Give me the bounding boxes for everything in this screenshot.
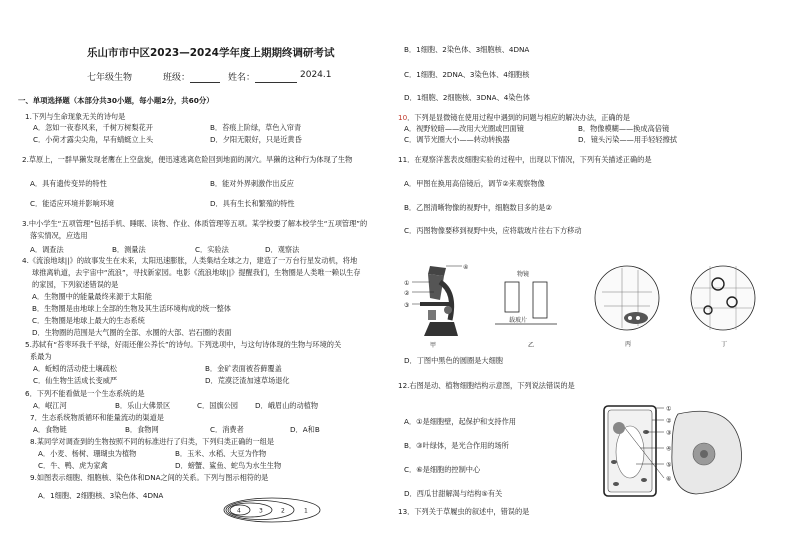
q9-stem: 9.如图表示细胞、细胞核、染色体和DNA之间的关系。下列与图示相符的是 [30,473,269,482]
q7-stem: 7．生态系统物质循环和能量流动的渠道是 [30,413,164,422]
q4-option-d: D．生物圈的范围是大气圈的全部、水圈的大部、岩石圈的表面 [32,328,232,337]
fig-label-yi: 乙 [528,342,535,349]
q4-stem-line3: 的家园，下列叙述错误的是 [32,280,119,289]
cell-label-2: ② [666,417,672,425]
chloroplast-3 [641,478,647,482]
q9-option-b: B．1细胞、2染色体、3细胞核、4DNA [404,45,530,54]
slide-label: 载玻片 [509,317,528,324]
q9-option-a: A．1细胞、2细胞核、3染色体、4DNA [38,491,164,500]
q11-option-b: B．乙图清晰物像的视野中，细胞数目多的是② [404,203,552,212]
view-circle-2 [691,266,755,330]
q7-option-c: C．消费者 [210,425,244,434]
q8-option-c: C．牛、鸭、虎为家禽 [38,461,108,470]
scope-label-2: ② [404,290,410,297]
scope-label-4: ④ [463,264,469,271]
cell-spot-1 [628,316,632,320]
name-blank[interactable] [255,82,297,83]
q5-option-c: C．仙生物生活成长变威严 [33,376,118,385]
q3-option-a: A．调查法 [30,245,64,254]
q8-option-b: B．玉米、水稻、大豆为作物 [175,449,267,458]
cell-label-1: ① [666,405,672,413]
fig-label-jia: 甲 [430,342,437,349]
q2-option-c: C．能适应环境并影响环境 [30,199,115,208]
q12-option-d: D．西瓜甘甜解渴与结构⑤有关 [404,489,503,498]
bubble-view-figure [688,262,758,348]
q6-option-b: B．乐山大佛景区 [115,401,171,410]
q5-option-b: B．金矿表面被苔藓覆盖 [205,364,282,373]
q1-option-c: C．小荷才露尖尖角，早有蜻蜓立上头 [33,135,154,144]
q6-stem: 6．下列不能看做是一个生态系统的是 [25,389,145,398]
objective-label: 物镜 [517,271,530,278]
q11-option-c: C．丙图物像要移到视野中央，应将载玻片往右下方移动 [404,226,582,235]
q3-stem-line2: 落实情况，应选用 [30,231,88,240]
q3-option-c: C．实验法 [195,245,229,254]
q5-stem-line2: 系最为 [30,352,52,361]
q11-option-a: A．甲图在换用高倍镜后，调节②来观察物像 [404,179,545,188]
microscope-figure [400,258,470,348]
q9-option-d: D．1细胞、2细胞核、3DNA、4染色体 [404,93,530,102]
nested-ellipse-diagram [222,496,322,524]
cell-spot-2 [636,316,640,320]
diagram-num-4: 4 [237,507,241,515]
q12-option-b: B．③叶绿体，是光合作用的场所 [404,441,509,450]
scope-label-3: ③ [404,302,410,309]
objective-2 [533,282,547,318]
section-heading: 一、单项选择题（本部分共30小题，每小题2分，共60分） [18,96,214,105]
focus-knob [444,306,452,314]
stage [420,302,450,306]
class-blank[interactable] [190,82,220,83]
fig-label-bing: 丙 [625,341,632,348]
nucleolus [700,450,708,458]
q5-option-d: D．荒漠泛渣加速草场退化 [205,376,290,385]
plant-nucleus [613,422,625,434]
lens-tube [428,274,444,300]
q4-stem-line1: 4.《流浪地球||》的故事发生在未来，太阳迅速膨胀，人类集结全球之力，建造了一万台行星发动机，将地 [22,256,358,265]
objective-1 [505,282,519,312]
q1-option-b: B．苔痕上阶绿，草色入帘青 [210,123,302,132]
mirror [428,310,436,320]
chloroplast-4 [613,482,619,486]
q11-stem: 11．在观察洋葱表皮细胞实验的过程中，出现以下情况，下列有关描述正确的是 [398,155,652,164]
cell-label-3: ③ [666,429,672,437]
q8-option-d: D．螃蟹、鲨鱼、蛇鸟为水生生物 [175,461,282,470]
q11-option-d: D．丁图中黑色的圆圈是大细胞 [404,356,503,365]
cell-structure-figure [600,402,780,502]
microscope-base [424,322,458,336]
q12-option-a: A．①是细胞壁，起保护和支持作用 [404,417,516,426]
q12-stem: 12.右图是动、植物细胞结构示意图，下列说法错误的是 [398,381,575,390]
q6-option-a: A．岷江河 [33,401,67,410]
cell-label-6: ⑥ [666,475,672,483]
q10-option-c: C．调节光圈大小——转动转换器 [404,135,510,144]
cell-label-4: ④ [666,445,672,453]
q10-option-d: D．镜头污染——用手轻轻擦拭 [578,135,677,144]
diagram-num-1: 1 [304,507,308,515]
q12-option-c: C．⑥是细胞的控制中心 [404,465,481,474]
diagram-num-3: 3 [259,507,263,515]
q6-option-d: D．峨眉山的动植物 [255,401,319,410]
q2-option-d: D．具有生长和繁殖的特性 [210,199,295,208]
objective-lens-figure [495,268,565,348]
q9-option-c: C．1细胞、2DNA、3染色体、4细胞核 [404,70,530,79]
q3-option-b: B．测量法 [112,245,146,254]
q6-option-c: C．国旗公园 [197,401,238,410]
fig-label-ding: 丁 [721,341,728,348]
exam-title: 乐山市市中区2023—2024学年度上期期终调研考试 [87,47,335,59]
q3-stem-line1: 3.中小学生“五项管理”包括手机、睡眠、读物、作业、体质管理等五项。某学校要了解本校学生“五项管理”的 [22,219,368,228]
q10-stem: 10．下列是显微镜在使用过程中遇到的问题与相应的解决办法，正确的是 [398,113,630,122]
q10-number: 10 [398,113,408,122]
q2-option-b: B．能对外界刺激作出反应 [210,179,294,188]
cell-label-5: ⑤ [666,461,672,469]
q4-option-c: C．生物圈是地球上最大的生态系统 [32,316,145,325]
q1-option-a: A．忽如一夜春风来，千树万树梨花开 [33,123,153,132]
q5-option-a: A．蚯蚓的活动使土壤疏松 [33,364,117,373]
q8-option-a: A．小麦、杨树、珊瑚虫为植物 [38,449,137,458]
q4-option-b: B．生物圈是由地球上全部的生物及其生活环境构成的统一整体 [32,304,231,313]
exam-date: 2024.1 [300,70,332,80]
q5-stem-line1: 5.苏轼有“苔枣环我千平绿，好雨还催公养长”的诗句。下列选项中，与这句诗体现的生物与环境的关 [25,340,342,349]
q3-option-d: D．观察法 [265,245,300,254]
q1-stem: 1.下列与生命现象无关的诗句是 [25,112,126,121]
q2-stem: 2.草原上，一群旱獭发现老鹰在上空盘旋，便迅速逃离危险回到地面的洞穴。旱獭的这种行为体现了生物 [22,155,353,164]
field-of-view-figure [592,262,662,348]
q7-option-b: B．食物网 [125,425,159,434]
scope-label-1: ① [404,280,410,287]
q7-option-d: D．A和B [290,425,320,434]
chloroplast-1 [611,460,617,464]
q8-stem: 8.某同学对调查到的生物按照不同的标准进行了归类，下列归类正确的一组是 [30,437,275,446]
q7-option-a: A．食物链 [33,425,67,434]
diagram-num-2: 2 [281,507,285,515]
q4-option-a: A．生物圈中的能量最终来源于太阳能 [32,292,152,301]
q1-option-d: D．夕阳无限好，只是近黄昏 [210,135,302,144]
class-label: 班级： [163,70,220,83]
subject-label: 七年级生物 [87,73,133,83]
q13-stem: 13．下列关于草履虫的叙述中，错误的是 [398,507,530,516]
q4-stem-line2: 球推离轨道，去宇宙中“流浪”，寻找新家园。电影《流浪地球||》提醒我们，生物圈是人类唯一赖以生存 [32,268,361,277]
name-label: 姓名： [228,70,297,83]
q2-option-a: A．具有遗传变异的特性 [30,179,107,188]
q10-option-a: A．视野较暗——改用大光圈或凹面镜 [404,124,524,133]
q10-option-b: B．物像模糊——换成高倍镜 [578,124,670,133]
